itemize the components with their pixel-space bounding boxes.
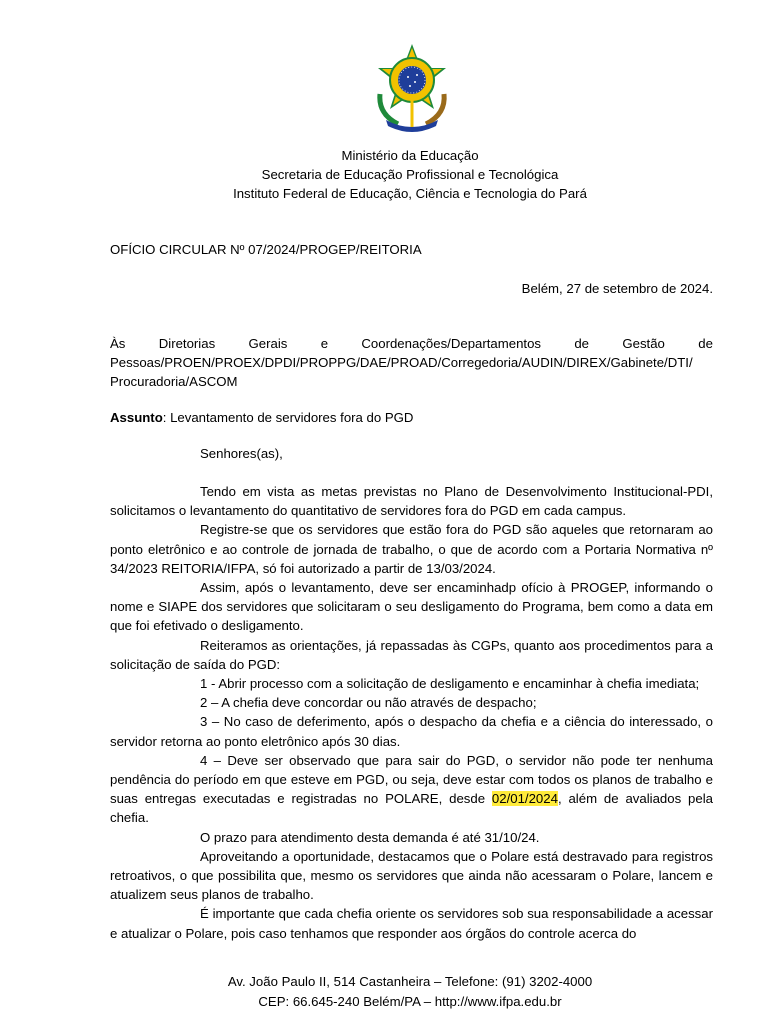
recipients-word: Gestão <box>622 336 665 351</box>
paragraph: Aproveitando a oportunidade, destacamos que o Polare está destravado para registros retroativos, o que possibilita que, mesmo os servidores que ainda não acessaram o Polare, lancem e atualizem seus planos de trabalho. <box>110 848 713 903</box>
footer-address: Av. João Paulo II, 514 Castanheira – Telefone: (91) 3202-4000 <box>227 974 593 989</box>
recipients-line-2: Pessoas/PROEN/PROEX/DPDI/PROPPG/DAE/PROAD/Corregedoria/AUDIN/DIREX/Gabinete/DTI/ <box>110 355 693 371</box>
letter-body <box>110 482 713 943</box>
paragraph: Registre-se que os servidores que estão fora do PGD são aqueles que retornaram ao ponto eletrônico e ao controle de jornada de trabalho, o que de acordo com a Portaria Normativa nº 34/2023 REITORIA/IFPA, só foi autorizado a partir de 13/03/2024. <box>110 522 713 576</box>
paragraph: 3 – No caso de deferimento, após o despacho da chefia e a ciência do interessado, o servidor retorna ao ponto eletrônico após 30 dias. <box>110 714 713 749</box>
footer-contact: CEP: 66.645-240 Belém/PA – http://www.ifpa.edu.br <box>258 994 562 1009</box>
subject <box>110 408 713 427</box>
recipients-word: e <box>320 336 329 351</box>
institute-name: Instituto Federal de Educação, Ciência e Tecnologia do Pará <box>233 186 587 201</box>
salutation: Senhores(as), <box>200 446 283 461</box>
subject-label: Assunto <box>110 410 163 425</box>
recipients-word: Gerais <box>248 336 288 351</box>
paragraph: Assim, após o levantamento, deve ser encaminhadp ofício à PROGEP, informando o nome e SIAPE dos servidores que solicitaram o seu desligamento do Programa, bem como a data em que foi efetivado o desligamento. <box>110 580 713 634</box>
letterhead <box>0 146 768 203</box>
paragraph: Tendo em vista as metas previstas no Plano de Desenvolvimento Institucional-PDI, solicitamos o levantamento do quantitativo de servidores fora do PGD em cada campus. <box>110 484 713 519</box>
secretariat-name: Secretaria de Educação Profissional e Tecnológica <box>261 167 559 182</box>
paragraph: Reiteramos as orientações, já repassadas às CGPs, quanto aos procedimentos para a solicitação de saída do PGD: <box>110 637 713 672</box>
recipients <box>110 334 713 392</box>
recipients-line-1 <box>110 334 713 353</box>
document-number: OFÍCIO CIRCULAR Nº 07/2024/PROGEP/REITORIA <box>110 242 422 257</box>
paragraph <box>110 751 713 828</box>
subject-text: : Levantamento de servidores fora do PGD <box>162 410 414 425</box>
paragraph: O prazo para atendimento desta demanda é até 31/10/24. <box>200 829 540 845</box>
brazil-coat-of-arms-icon <box>368 42 456 134</box>
paragraph: 1 - Abrir processo com a solicitação de desligamento e encaminhar à chefia imediata; <box>200 676 700 692</box>
recipients-line-3: Procuradoria/ASCOM <box>110 374 238 390</box>
document-date: Belém, 27 de setembro de 2024. <box>521 281 713 296</box>
footer <box>0 972 768 1012</box>
paragraph: 2 – A chefia deve concordar ou não através de despacho; <box>200 695 537 711</box>
paragraph-text: 4 – Deve ser observado que para sair do PGD, o servidor não pode ter nenhuma pendência do período em que esteve em PGD, ou seja, deve estar com todos os planos de trabalho e suas entregas executadas e registradas no POLARE, desde <box>110 752 713 807</box>
recipients-word: Diretorias <box>158 336 216 351</box>
recipients-word: Às <box>110 336 126 351</box>
recipients-word: Coordenações/Departamentos <box>361 336 541 351</box>
paragraph-text: , além de avaliados pela chefia. <box>110 791 713 826</box>
recipients-word: de <box>574 336 590 351</box>
highlighted-date: 02/01/2024 <box>491 791 558 807</box>
ministry-name: Ministério da Educação <box>341 148 479 163</box>
paragraph: É importante que cada chefia oriente os servidores sob sua responsabilidade a acessar e atualizar o Polare, pois caso tenhamos que responder aos órgãos do controle acerca do <box>110 906 713 941</box>
recipients-word: de <box>698 336 713 351</box>
